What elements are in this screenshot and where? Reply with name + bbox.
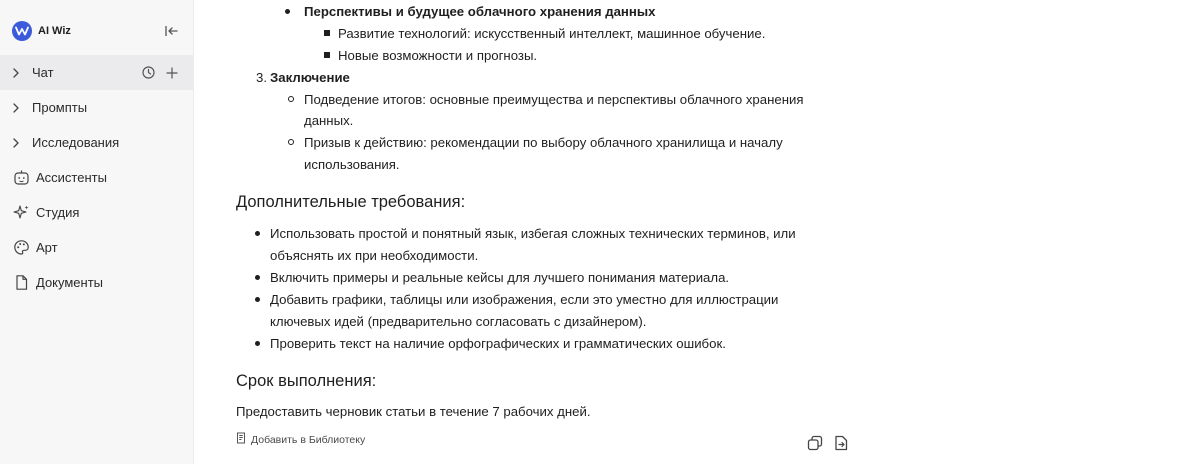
sidebar-item-prompts[interactable]	[0, 90, 193, 125]
sidebar-item-art[interactable]	[0, 230, 193, 265]
bullet-dot	[285, 9, 290, 14]
history-clock-icon[interactable]	[141, 66, 155, 80]
sidebar-item-chat[interactable]	[0, 55, 193, 90]
requirement-item: Добавить графики, таблицы или изображения, если это уместно для иллюстрации	[270, 292, 779, 307]
outline-subitem: Призыв к действию: рекомендации по выбору облачного хранилища и началу	[304, 135, 783, 150]
outline-section-conclusion: Заключение	[270, 70, 350, 85]
add-to-library-label: Добавить в Библиотеку	[251, 433, 366, 446]
export-document-icon[interactable]	[832, 434, 850, 452]
sidebar-nav	[0, 55, 193, 300]
deadline-text: Предоставить черновик статьи в течение 7 рабочих дней.	[236, 404, 591, 419]
bullet-circle	[288, 96, 294, 102]
ai-wiz-logo-icon	[12, 21, 32, 41]
brand[interactable]	[12, 20, 71, 42]
collapse-sidebar-icon[interactable]	[163, 22, 181, 40]
sidebar-item-label: Арт	[36, 240, 58, 255]
palette-icon	[12, 239, 30, 257]
outline-item-future: Перспективы и будущее облачного хранения данных	[304, 4, 656, 19]
requirement-item: Проверить текст на наличие орфографических и грамматических ошибок.	[270, 336, 726, 351]
section-heading-deadline: Срок выполнения:	[236, 372, 377, 390]
outline-subitem-cont: использования.	[304, 157, 400, 172]
sidebar-item-label: Чат	[32, 65, 54, 80]
add-to-library-button[interactable]	[236, 432, 365, 447]
chevron-right-icon	[12, 64, 24, 82]
bullet-square	[324, 52, 330, 58]
bullet-dot	[255, 275, 260, 280]
sidebar-item-label: Исследования	[32, 135, 120, 150]
section-heading-requirements: Дополнительные требования:	[236, 193, 466, 211]
document-icon	[12, 274, 30, 292]
sidebar-item-label: Студия	[36, 205, 80, 220]
sidebar	[0, 0, 194, 464]
sidebar-item-studio[interactable]	[0, 195, 193, 230]
requirement-item-cont: объяснять их при необходимости.	[270, 248, 479, 263]
sidebar-item-documents[interactable]	[0, 265, 193, 300]
sidebar-item-research[interactable]	[0, 125, 193, 160]
copy-icon[interactable]	[806, 434, 824, 452]
brand-name: AI Wiz	[38, 25, 71, 37]
library-book-icon	[236, 432, 246, 447]
bullet-dot	[255, 231, 260, 236]
requirement-item: Использовать простой и понятный язык, избегая сложных технических терминов, или	[270, 226, 796, 241]
outline-subitem: Развитие технологий: искусственный интеллект, машинное обучение.	[338, 26, 766, 41]
chevron-right-icon	[12, 99, 24, 117]
sidebar-item-label: Промпты	[32, 100, 88, 115]
outline-subitem: Новые возможности и прогнозы.	[338, 48, 538, 63]
sidebar-item-label: Ассистенты	[36, 170, 107, 185]
outline-number: 3.	[256, 70, 267, 85]
requirement-item: Включить примеры и реальные кейсы для лучшего понимания материала.	[270, 270, 730, 285]
bullet-dot	[255, 297, 260, 302]
main-chat-area	[194, 0, 1200, 464]
bullet-dot	[255, 341, 260, 346]
outline-subitem-cont: данных.	[304, 113, 354, 128]
bullet-circle	[288, 139, 294, 145]
outline-subitem: Подведение итогов: основные преимущества и перспективы облачного хранения	[304, 92, 804, 107]
requirement-item-cont: ключевых идей (предварительно согласовать с дизайнером).	[270, 314, 647, 329]
assistant-robot-icon	[12, 169, 30, 187]
sidebar-item-label: Документы	[36, 275, 104, 290]
sparkle-icon	[12, 204, 30, 222]
plus-icon[interactable]	[165, 66, 179, 80]
bullet-square	[324, 30, 330, 36]
chevron-right-icon	[12, 134, 24, 152]
sidebar-item-assistants[interactable]	[0, 160, 193, 195]
